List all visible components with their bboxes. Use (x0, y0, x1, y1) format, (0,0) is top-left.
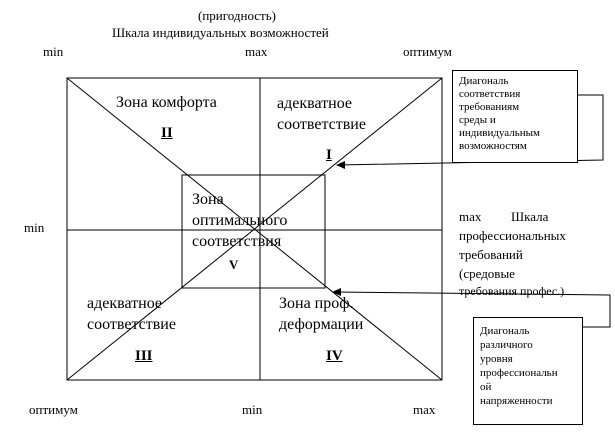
top-min-label: min (43, 44, 64, 59)
zone-optimal-line1: Зона (192, 191, 224, 208)
callout-line: ой (480, 381, 492, 393)
zone-adequate-bottom-line1: адекватное (87, 295, 162, 312)
bottom-optimum-label: оптимум (29, 402, 78, 417)
callout-line: Диагональ (480, 325, 530, 337)
zone-optimal-line3: соответствия (192, 233, 282, 250)
zone-deformation-line1: Зона проф. (279, 295, 354, 312)
zone-i-numeral: I (326, 147, 332, 163)
callout-diagonal-tension (473, 317, 583, 425)
zone-ii-numeral: II (161, 125, 173, 141)
callout-line: индивидуальным (459, 127, 541, 139)
callout-line: Диагональ (459, 75, 509, 87)
top-optimum-label: оптимум (403, 44, 452, 59)
callout-line: требованиям (459, 101, 520, 113)
zone-adequate-bottom-line2: соответствие (87, 316, 176, 333)
right-scale-line: (средовые (459, 266, 515, 281)
zone-adequate-top-line2: соответствие (277, 116, 366, 133)
right-scale-line: требований (459, 247, 523, 262)
callout-line: профессиональн (480, 367, 558, 379)
callout-line: уровня (480, 353, 513, 365)
zone-adequate-top-line1: адекватное (277, 95, 352, 112)
callout-line: возможностям (459, 140, 527, 152)
top-max-label: max (245, 44, 268, 59)
bottom-min-label: min (242, 402, 263, 417)
callout-diagonal-match (452, 70, 578, 163)
right-scale-line: профессиональных (459, 228, 566, 243)
right-max-label: max (459, 209, 482, 224)
top-scale-title: Шкала индивидуальных возможностей (112, 25, 329, 40)
zone-comfort-label: Зона комфорта (116, 94, 217, 111)
zone-deformation-line2: деформации (279, 316, 364, 333)
right-scale-line: требования профес.) (459, 284, 565, 298)
callout-line: среды и (459, 114, 496, 126)
zone-v-numeral: V (229, 257, 239, 272)
zone-iii-numeral: III (135, 348, 153, 364)
callout-line: соответствия (459, 88, 521, 100)
bottom-max-label: max (413, 402, 436, 417)
right-scale-title: Шкала (511, 209, 549, 224)
left-min-label: min (24, 220, 45, 235)
zone-optimal-line2: оптимального (192, 212, 288, 229)
top-scale-subtitle: (пригодность) (198, 8, 276, 23)
callout-line: напряженности (480, 395, 553, 407)
callout-line: различного (480, 339, 533, 351)
zone-iv-numeral: IV (326, 348, 343, 364)
